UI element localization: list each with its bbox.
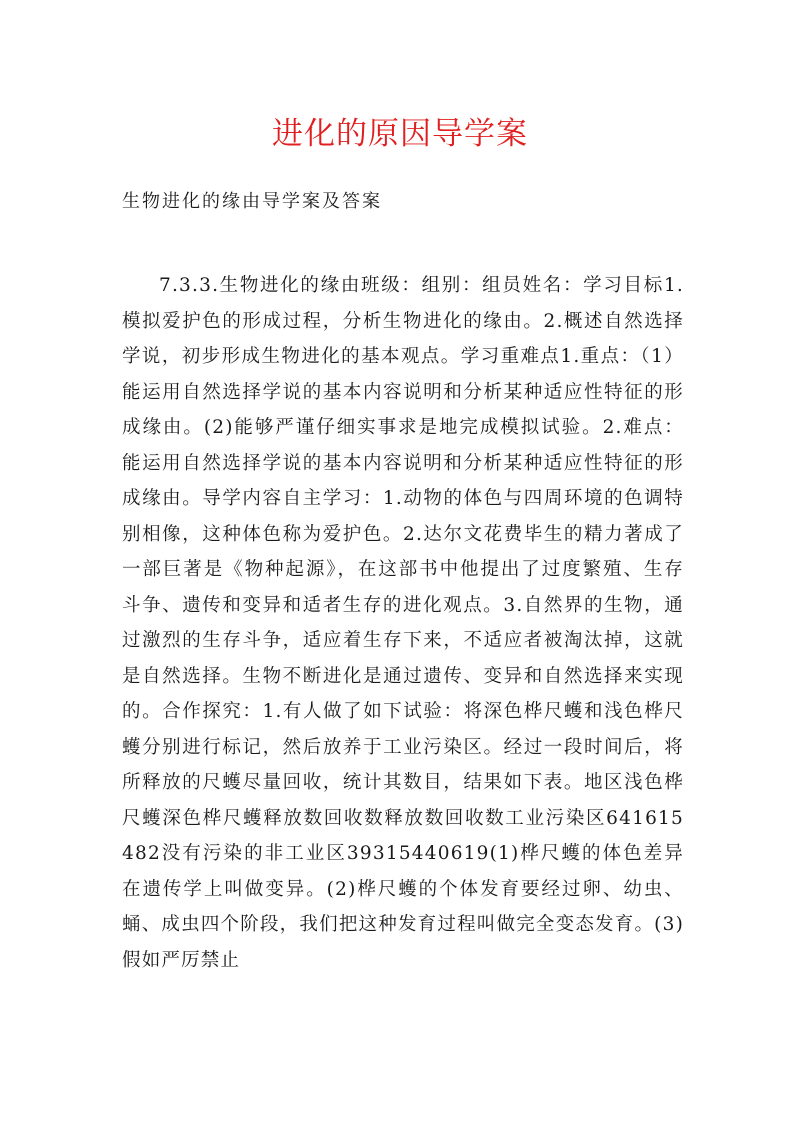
document-subtitle: 生物进化的缘由导学案及答案 — [122, 191, 382, 212]
document-body: 7.3.3.生物进化的缘由班级：组别：组员姓名：学习目标1.模拟爱护色的形成过程，分析生物进化的缘由。2.概述自然选择学说，初步形成生物进化的基本观点。学习重难点1.重点：（1）能运用自然选择学说的基本内容说明和分析某种适应性特征的形成缘由。(2)能够严谨仔细实事求是地完成模拟试验。2.难点：能运用自然选择学说的基本内容说明和分析某种适应性特征的形成缘由。导学内容自主学习：1.动物的体色与四周环境的色调特别相像，这种体色称为爱护色。2.达尔文花费毕生的精力著成了一部巨著是《物种起源》，在这部书中他提出了过度繁殖、生存斗争、遗传和变异和适者生存的进化观点。3.自然界的生物，通过激烈的生存斗争，适应着生存下来，不适应者被淘汰掉，这就是自然选择。生物不断进化是通过遗传、变异和自然选择来实现的。合作探究：1.有人做了如下试验：将深色桦尺蠖和浅色桦尺蠖分别进行标记，然后放养于工业污染区。经过一段时间后，将所释放的尺蠖尽量回收，统计其数目，结果如下表。地区浅色桦尺蠖深色桦尺蠖释放数回收数释放数回收数工业污染区641615482没有污染的非工业区39315440619(1)桦尺蠖的体色差异在遗传学上叫做变异。(2)桦尺蠖的个体发育要经过卵、幼虫、蛹、成虫四个阶段，我们把这种发育过程叫做完全变态发育。(3)假如严厉禁止 — [122, 275, 684, 971]
document-title: 进化的原因导学案 — [272, 116, 528, 152]
